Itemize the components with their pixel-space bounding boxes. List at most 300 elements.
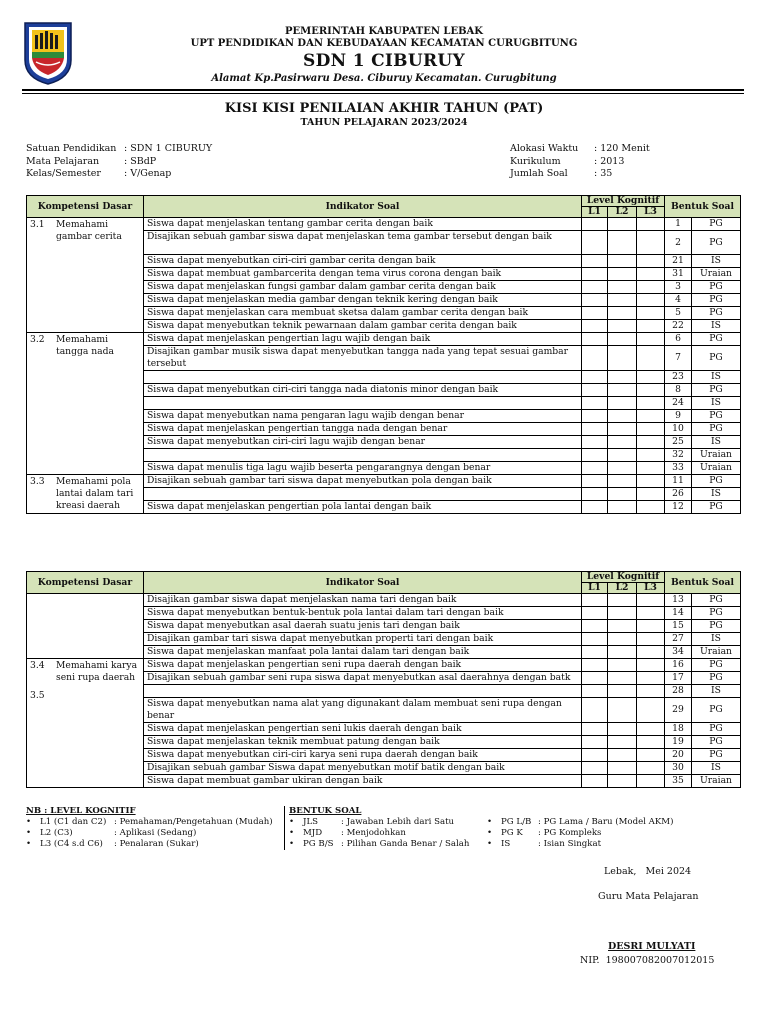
legend-code: L1 (C1 dan C2) (40, 817, 107, 827)
level-l2-cell (608, 268, 637, 281)
question-number: 5 (665, 307, 692, 320)
bullet-icon: • (487, 839, 493, 849)
level-l3-cell (637, 320, 665, 333)
question-number: 18 (665, 723, 692, 736)
question-number: 35 (665, 775, 692, 788)
info-label: Jumlah Soal (510, 168, 568, 179)
level-l1-cell (582, 231, 608, 255)
question-form: Uraian (692, 449, 741, 462)
table-row (27, 333, 741, 346)
indikator-cell: Disajikan sebuah gambar tari siswa dapat menyebutkan pola dengan baik (144, 475, 582, 488)
indikator-cell: Siswa dapat menulis tiga lagu wajib beserta pengarangnya dengan benar (144, 462, 582, 475)
level-l2-cell (608, 620, 637, 633)
indikator-cell (144, 449, 582, 462)
level-l1-cell (582, 410, 608, 423)
indikator-cell: Siswa dapat menyebutkan ciri-ciri tangga nada diatonis minor dengan baik (144, 384, 582, 397)
bullet-icon: • (289, 839, 295, 849)
legend-item (487, 839, 673, 850)
question-form: PG (692, 594, 741, 607)
question-number: 15 (665, 620, 692, 633)
indikator-cell: Siswa dapat menyebutkan nama pengaran lagu wajib dengan benar (144, 410, 582, 423)
legend-desc: : Aplikasi (Sedang) (114, 828, 197, 838)
level-l1-cell (582, 698, 608, 723)
question-form: PG (692, 698, 741, 723)
level-l2-cell (608, 698, 637, 723)
level-l2-cell (608, 475, 637, 488)
question-form: PG (692, 410, 741, 423)
indikator-cell: Siswa dapat membuat gambar ukiran dengan baik (144, 775, 582, 788)
question-form: PG (692, 501, 741, 514)
header-l3: L3 (637, 583, 665, 594)
info-label: Kelas/Semester (26, 168, 101, 179)
academic-year: TAHUN PELAJARAN 2023/2024 (300, 117, 468, 128)
indikator-cell: Disajikan sebuah gambar Siswa dapat menyebutkan motif batik dengan baik (144, 762, 582, 775)
bullet-icon: • (26, 817, 32, 827)
question-form: IS (692, 436, 741, 449)
indikator-cell: Siswa dapat menyebutkan asal daerah suatu jenis tari dengan baik (144, 620, 582, 633)
level-l3-cell (637, 475, 665, 488)
question-form: PG (692, 607, 741, 620)
bullet-icon: • (289, 817, 295, 827)
kd-text: Memahami gambar cerita (56, 219, 122, 242)
question-form: IS (692, 762, 741, 775)
question-form: PG (692, 672, 741, 685)
indikator-cell: Siswa dapat menyebutkan ciri-ciri gambar cerita dengan baik (144, 255, 582, 268)
question-form: PG (692, 384, 741, 397)
kd-text: Memahami tangga nada (56, 334, 115, 357)
question-number: 23 (665, 371, 692, 384)
indikator-cell: Disajikan gambar siswa dapat menjelaskan nama tari dengan baik (144, 594, 582, 607)
level-l2-cell (608, 218, 637, 231)
kd-cell (27, 475, 144, 514)
level-l2-cell (608, 294, 637, 307)
bullet-icon: • (487, 828, 493, 838)
table-row (27, 659, 741, 672)
letterhead-rule (22, 89, 744, 94)
legend-code: PG K (501, 828, 523, 838)
legend-item (487, 817, 673, 828)
header-l2: L2 (608, 207, 637, 218)
question-number: 31 (665, 268, 692, 281)
indikator-cell: Siswa dapat menjelaskan media gambar dengan teknik kering dengan baik (144, 294, 582, 307)
question-number: 10 (665, 423, 692, 436)
indikator-cell (144, 397, 582, 410)
level-l2-cell (608, 594, 637, 607)
info-row (26, 156, 212, 169)
level-l1-cell (582, 594, 608, 607)
level-l1-cell (582, 723, 608, 736)
upt-name: UPT PENDIDIKAN DAN KEBUDAYAAN KECAMATAN CURUGBITUNG (190, 38, 578, 49)
question-form: Uraian (692, 646, 741, 659)
level-l2-cell (608, 320, 637, 333)
info-value: : SBdP (124, 155, 157, 167)
level-l3-cell (637, 449, 665, 462)
level-l2-cell (608, 371, 637, 384)
level-l1-cell (582, 620, 608, 633)
question-number: 24 (665, 397, 692, 410)
question-number: 3 (665, 281, 692, 294)
info-row (26, 143, 212, 156)
indikator-cell: Siswa dapat menyebutkan bentuk-bentuk pola lantai dalam tari dengan baik (144, 607, 582, 620)
kd-cell (27, 659, 144, 788)
level-l3-cell (637, 462, 665, 475)
level-l2-cell (608, 384, 637, 397)
info-value: : SDN 1 CIBURUY (124, 143, 213, 154)
question-number: 34 (665, 646, 692, 659)
level-l3-cell (637, 736, 665, 749)
level-l1-cell (582, 646, 608, 659)
indikator-cell (144, 685, 582, 698)
question-form: IS (692, 371, 741, 384)
level-l3-cell (637, 723, 665, 736)
level-l3-cell (637, 488, 665, 501)
level-l3-cell (637, 423, 665, 436)
question-form: PG (692, 333, 741, 346)
level-l2-cell (608, 281, 637, 294)
question-number: 17 (665, 672, 692, 685)
legend-item (26, 817, 273, 828)
question-form: Uraian (692, 775, 741, 788)
level-l1-cell (582, 346, 608, 371)
level-l3-cell (637, 672, 665, 685)
legend-code: L3 (C4 s.d C6) (40, 839, 103, 849)
level-l2-cell (608, 449, 637, 462)
legend-item (289, 828, 469, 839)
question-number: 19 (665, 736, 692, 749)
question-form: PG (692, 281, 741, 294)
legend-bentuk-soal-2 (487, 817, 673, 850)
level-l1-cell (582, 488, 608, 501)
level-l3-cell (637, 775, 665, 788)
level-l1-cell (582, 268, 608, 281)
question-number: 28 (665, 685, 692, 698)
level-l3-cell (637, 384, 665, 397)
indikator-cell: Siswa dapat menjelaskan pengertian lagu wajib dengan baik (144, 333, 582, 346)
kd-number: 3.5 (30, 690, 45, 701)
info-right (510, 143, 650, 181)
table-row (27, 218, 741, 231)
legend-item (289, 839, 469, 850)
level-l1-cell (582, 462, 608, 475)
legend-item (289, 817, 469, 828)
legend-item (26, 839, 273, 850)
question-form: PG (692, 423, 741, 436)
level-l1-cell (582, 307, 608, 320)
question-number: 20 (665, 749, 692, 762)
header-l2: L2 (608, 583, 637, 594)
level-l2-cell (608, 231, 637, 255)
level-l3-cell (637, 633, 665, 646)
bullet-icon: • (289, 828, 295, 838)
kd-cell (27, 333, 144, 475)
question-form: IS (692, 685, 741, 698)
question-number: 6 (665, 333, 692, 346)
level-l2-cell (608, 501, 637, 514)
level-l2-cell (608, 488, 637, 501)
level-l1-cell (582, 475, 608, 488)
legend-bentuk-title: BENTUK SOAL (289, 806, 362, 816)
question-number: 11 (665, 475, 692, 488)
level-l2-cell (608, 749, 637, 762)
header-bentuk-soal: Bentuk Soal (665, 196, 741, 218)
level-l3-cell (637, 762, 665, 775)
level-l3-cell (637, 397, 665, 410)
level-l3-cell (637, 333, 665, 346)
level-l3-cell (637, 607, 665, 620)
indikator-cell: Siswa dapat menyebutkan ciri-ciri lagu wajib dengan benar (144, 436, 582, 449)
indikator-cell: Siswa dapat menjelaskan cara membuat sketsa dalam gambar cerita dengan baik (144, 307, 582, 320)
info-value: : 120 Menit (594, 143, 650, 154)
level-l1-cell (582, 736, 608, 749)
level-l1-cell (582, 218, 608, 231)
level-l2-cell (608, 685, 637, 698)
question-form: IS (692, 488, 741, 501)
level-l1-cell (582, 633, 608, 646)
indikator-cell: Disajikan sebuah gambar seni rupa siswa dapat menyebutkan asal daerahnya dengan batk (144, 672, 582, 685)
question-number: 33 (665, 462, 692, 475)
question-form: PG (692, 723, 741, 736)
header-l3: L3 (637, 207, 665, 218)
indikator-cell: Disajikan sebuah gambar siswa dapat menjelaskan tema gambar tersebut dengan baik (144, 231, 582, 255)
question-form: PG (692, 346, 741, 371)
level-l1-cell (582, 281, 608, 294)
info-value: : 35 (594, 168, 613, 179)
level-l1-cell (582, 749, 608, 762)
question-form: PG (692, 749, 741, 762)
bullet-icon: • (26, 828, 32, 838)
level-l2-cell (608, 410, 637, 423)
level-l3-cell (637, 255, 665, 268)
question-number: 22 (665, 320, 692, 333)
header-kompetensi-dasar: Kompetensi Dasar (27, 196, 144, 218)
indikator-cell: Siswa dapat menjelaskan tentang gambar cerita dengan baik (144, 218, 582, 231)
level-l1-cell (582, 423, 608, 436)
kd-text: Memahami karya seni rupa daerah (56, 660, 138, 683)
indikator-cell: Siswa dapat menjelaskan manfaat pola lantai dalam tari dengan baik (144, 646, 582, 659)
question-form: Uraian (692, 268, 741, 281)
question-form: IS (692, 320, 741, 333)
question-number: 7 (665, 346, 692, 371)
level-l2-cell (608, 333, 637, 346)
level-l2-cell (608, 723, 637, 736)
indikator-cell: Siswa dapat menjelaskan pengertian pola lantai dengan baik (144, 501, 582, 514)
level-l1-cell (582, 294, 608, 307)
info-label: Alokasi Waktu (510, 143, 579, 154)
level-l3-cell (637, 698, 665, 723)
level-l2-cell (608, 672, 637, 685)
level-l3-cell (637, 307, 665, 320)
legend-code: JLS (303, 817, 319, 827)
level-l3-cell (637, 294, 665, 307)
legend-desc: : Penalaran (Sukar) (114, 839, 199, 849)
question-number: 4 (665, 294, 692, 307)
kd-number: 3.1 (30, 219, 45, 230)
indikator-cell: Siswa dapat menjelaskan pengertian seni lukis daerah dengan baik (144, 723, 582, 736)
legend-desc: : Jawaban Lebih dari Satu (341, 817, 455, 827)
level-l2-cell (608, 307, 637, 320)
info-value: : V/Genap (124, 168, 172, 179)
question-number: 12 (665, 501, 692, 514)
legend-desc: : PG Lama / Baru (Model AKM) (538, 817, 674, 827)
level-l2-cell (608, 423, 637, 436)
level-l2-cell (608, 397, 637, 410)
info-row (510, 156, 650, 169)
indikator-cell: Siswa dapat menjelaskan teknik membuat patung dengan baik (144, 736, 582, 749)
level-l3-cell (637, 231, 665, 255)
kd-number: 3.2 (30, 334, 45, 345)
question-form: PG (692, 294, 741, 307)
question-form: PG (692, 620, 741, 633)
level-l2-cell (608, 775, 637, 788)
header-level-kognitif: Level Kognitif (582, 196, 665, 207)
indikator-cell: Siswa dapat menjelaskan fungsi gambar dalam gambar cerita dengan baik (144, 281, 582, 294)
kisi-table-2 (26, 571, 741, 788)
level-l1-cell (582, 397, 608, 410)
level-l3-cell (637, 659, 665, 672)
indikator-cell: Siswa dapat membuat gambarcerita dengan tema virus corona dengan baik (144, 268, 582, 281)
level-l3-cell (637, 268, 665, 281)
level-l1-cell (582, 436, 608, 449)
level-l1-cell (582, 255, 608, 268)
question-number: 8 (665, 384, 692, 397)
question-number: 13 (665, 594, 692, 607)
level-l1-cell (582, 333, 608, 346)
kisi-table-1 (26, 195, 741, 514)
question-form: IS (692, 255, 741, 268)
question-number: 25 (665, 436, 692, 449)
question-number: 32 (665, 449, 692, 462)
signature-name: DESRI MULYATI (608, 941, 696, 952)
indikator-cell (144, 371, 582, 384)
level-l3-cell (637, 410, 665, 423)
legend-code: L2 (C3) (40, 828, 73, 838)
legend-desc: : Isian Singkat (538, 839, 602, 849)
level-l3-cell (637, 436, 665, 449)
government-name: PEMERINTAH KABUPATEN LEBAK (284, 26, 483, 37)
table-row (27, 594, 741, 607)
level-l2-cell (608, 762, 637, 775)
legend-level-kognitif (26, 806, 273, 850)
school-address: Alamat Kp.Pasirwaru Desa. Ciburuy Kecamatan. Curugbitung (211, 73, 557, 84)
question-form: PG (692, 736, 741, 749)
level-l3-cell (637, 218, 665, 231)
level-l3-cell (637, 501, 665, 514)
level-l2-cell (608, 346, 637, 371)
level-l1-cell (582, 672, 608, 685)
signature-place-date: Lebak, Mei 2024 (604, 866, 692, 877)
legend-item (26, 828, 273, 839)
level-l2-cell (608, 633, 637, 646)
kd-cell (27, 594, 144, 659)
question-number: 2 (665, 231, 692, 255)
legend-desc: : PG Kompleks (538, 828, 602, 838)
signature-nip: NIP. 198007082007012015 (580, 955, 715, 966)
info-row (510, 168, 650, 181)
question-number: 26 (665, 488, 692, 501)
question-number: 27 (665, 633, 692, 646)
legend-bentuk-soal (284, 806, 469, 850)
legend-desc: : Menjodohkan (341, 828, 406, 838)
header-l1: L1 (582, 583, 608, 594)
table-row (27, 475, 741, 488)
level-l2-cell (608, 659, 637, 672)
kd-text: Memahami pola lantai dalam tari kreasi daerah (56, 476, 134, 511)
info-row (26, 168, 212, 181)
header-kompetensi-dasar: Kompetensi Dasar (27, 572, 144, 594)
question-form: PG (692, 231, 741, 255)
level-l1-cell (582, 775, 608, 788)
question-number: 29 (665, 698, 692, 723)
indikator-cell: Siswa dapat menyebutkan teknik pewarnaan dalam gambar cerita dengan baik (144, 320, 582, 333)
level-l1-cell (582, 607, 608, 620)
question-number: 16 (665, 659, 692, 672)
level-l3-cell (637, 281, 665, 294)
kd-cell (27, 218, 144, 333)
level-l3-cell (637, 620, 665, 633)
legend-desc: : Pilihan Ganda Benar / Salah (341, 839, 470, 849)
legend-level-title: NB : LEVEL KOGNITIF (26, 806, 136, 816)
level-l3-cell (637, 685, 665, 698)
level-l2-cell (608, 255, 637, 268)
level-l2-cell (608, 607, 637, 620)
kd-number: 3.3 (30, 476, 45, 487)
question-number: 9 (665, 410, 692, 423)
question-form: PG (692, 307, 741, 320)
level-l2-cell (608, 462, 637, 475)
indikator-cell: Siswa dapat menyebutkan nama alat yang digunakant dalam membuat seni rupa dengan benar (144, 698, 582, 723)
level-l3-cell (637, 346, 665, 371)
info-value: : 2013 (594, 155, 625, 167)
bullet-icon: • (487, 817, 493, 827)
level-l1-cell (582, 762, 608, 775)
question-number: 1 (665, 218, 692, 231)
header-bentuk-soal: Bentuk Soal (665, 572, 741, 594)
level-l3-cell (637, 594, 665, 607)
legend-code: IS (501, 839, 511, 849)
info-label: Satuan Pendidikan (26, 143, 117, 154)
document-title: KISI KISI PENILAIAN AKHIR TAHUN (PAT) (224, 101, 544, 116)
header-indikator-soal: Indikator Soal (144, 572, 582, 594)
header-indikator-soal: Indikator Soal (144, 196, 582, 218)
level-l3-cell (637, 371, 665, 384)
legend-desc: : Pemahaman/Pengetahuan (Mudah) (114, 817, 273, 827)
level-l1-cell (582, 659, 608, 672)
question-number: 14 (665, 607, 692, 620)
kd-number: 3.4 (30, 660, 45, 671)
indikator-cell: Disajikan gambar musik siswa dapat menyebutkan tangga nada yang tepat sesuai gambar tersebut (144, 346, 582, 371)
question-form: PG (692, 475, 741, 488)
legend-code: MJD (303, 828, 323, 838)
level-l3-cell (637, 749, 665, 762)
question-form: PG (692, 218, 741, 231)
level-l1-cell (582, 501, 608, 514)
info-label: Mata Pelajaran (26, 155, 100, 167)
info-label: Kurikulum (510, 155, 561, 167)
question-form: PG (692, 659, 741, 672)
level-l1-cell (582, 685, 608, 698)
legend-code: PG B/S (303, 839, 334, 849)
info-row (510, 143, 650, 156)
level-l2-cell (608, 736, 637, 749)
level-l2-cell (608, 436, 637, 449)
level-l1-cell (582, 449, 608, 462)
header-l1: L1 (582, 207, 608, 218)
indikator-cell: Siswa dapat menjelaskan pengertian tangga nada dengan benar (144, 423, 582, 436)
school-name: SDN 1 CIBURUY (303, 51, 465, 71)
level-l1-cell (582, 384, 608, 397)
question-form: Uraian (692, 462, 741, 475)
level-l2-cell (608, 646, 637, 659)
